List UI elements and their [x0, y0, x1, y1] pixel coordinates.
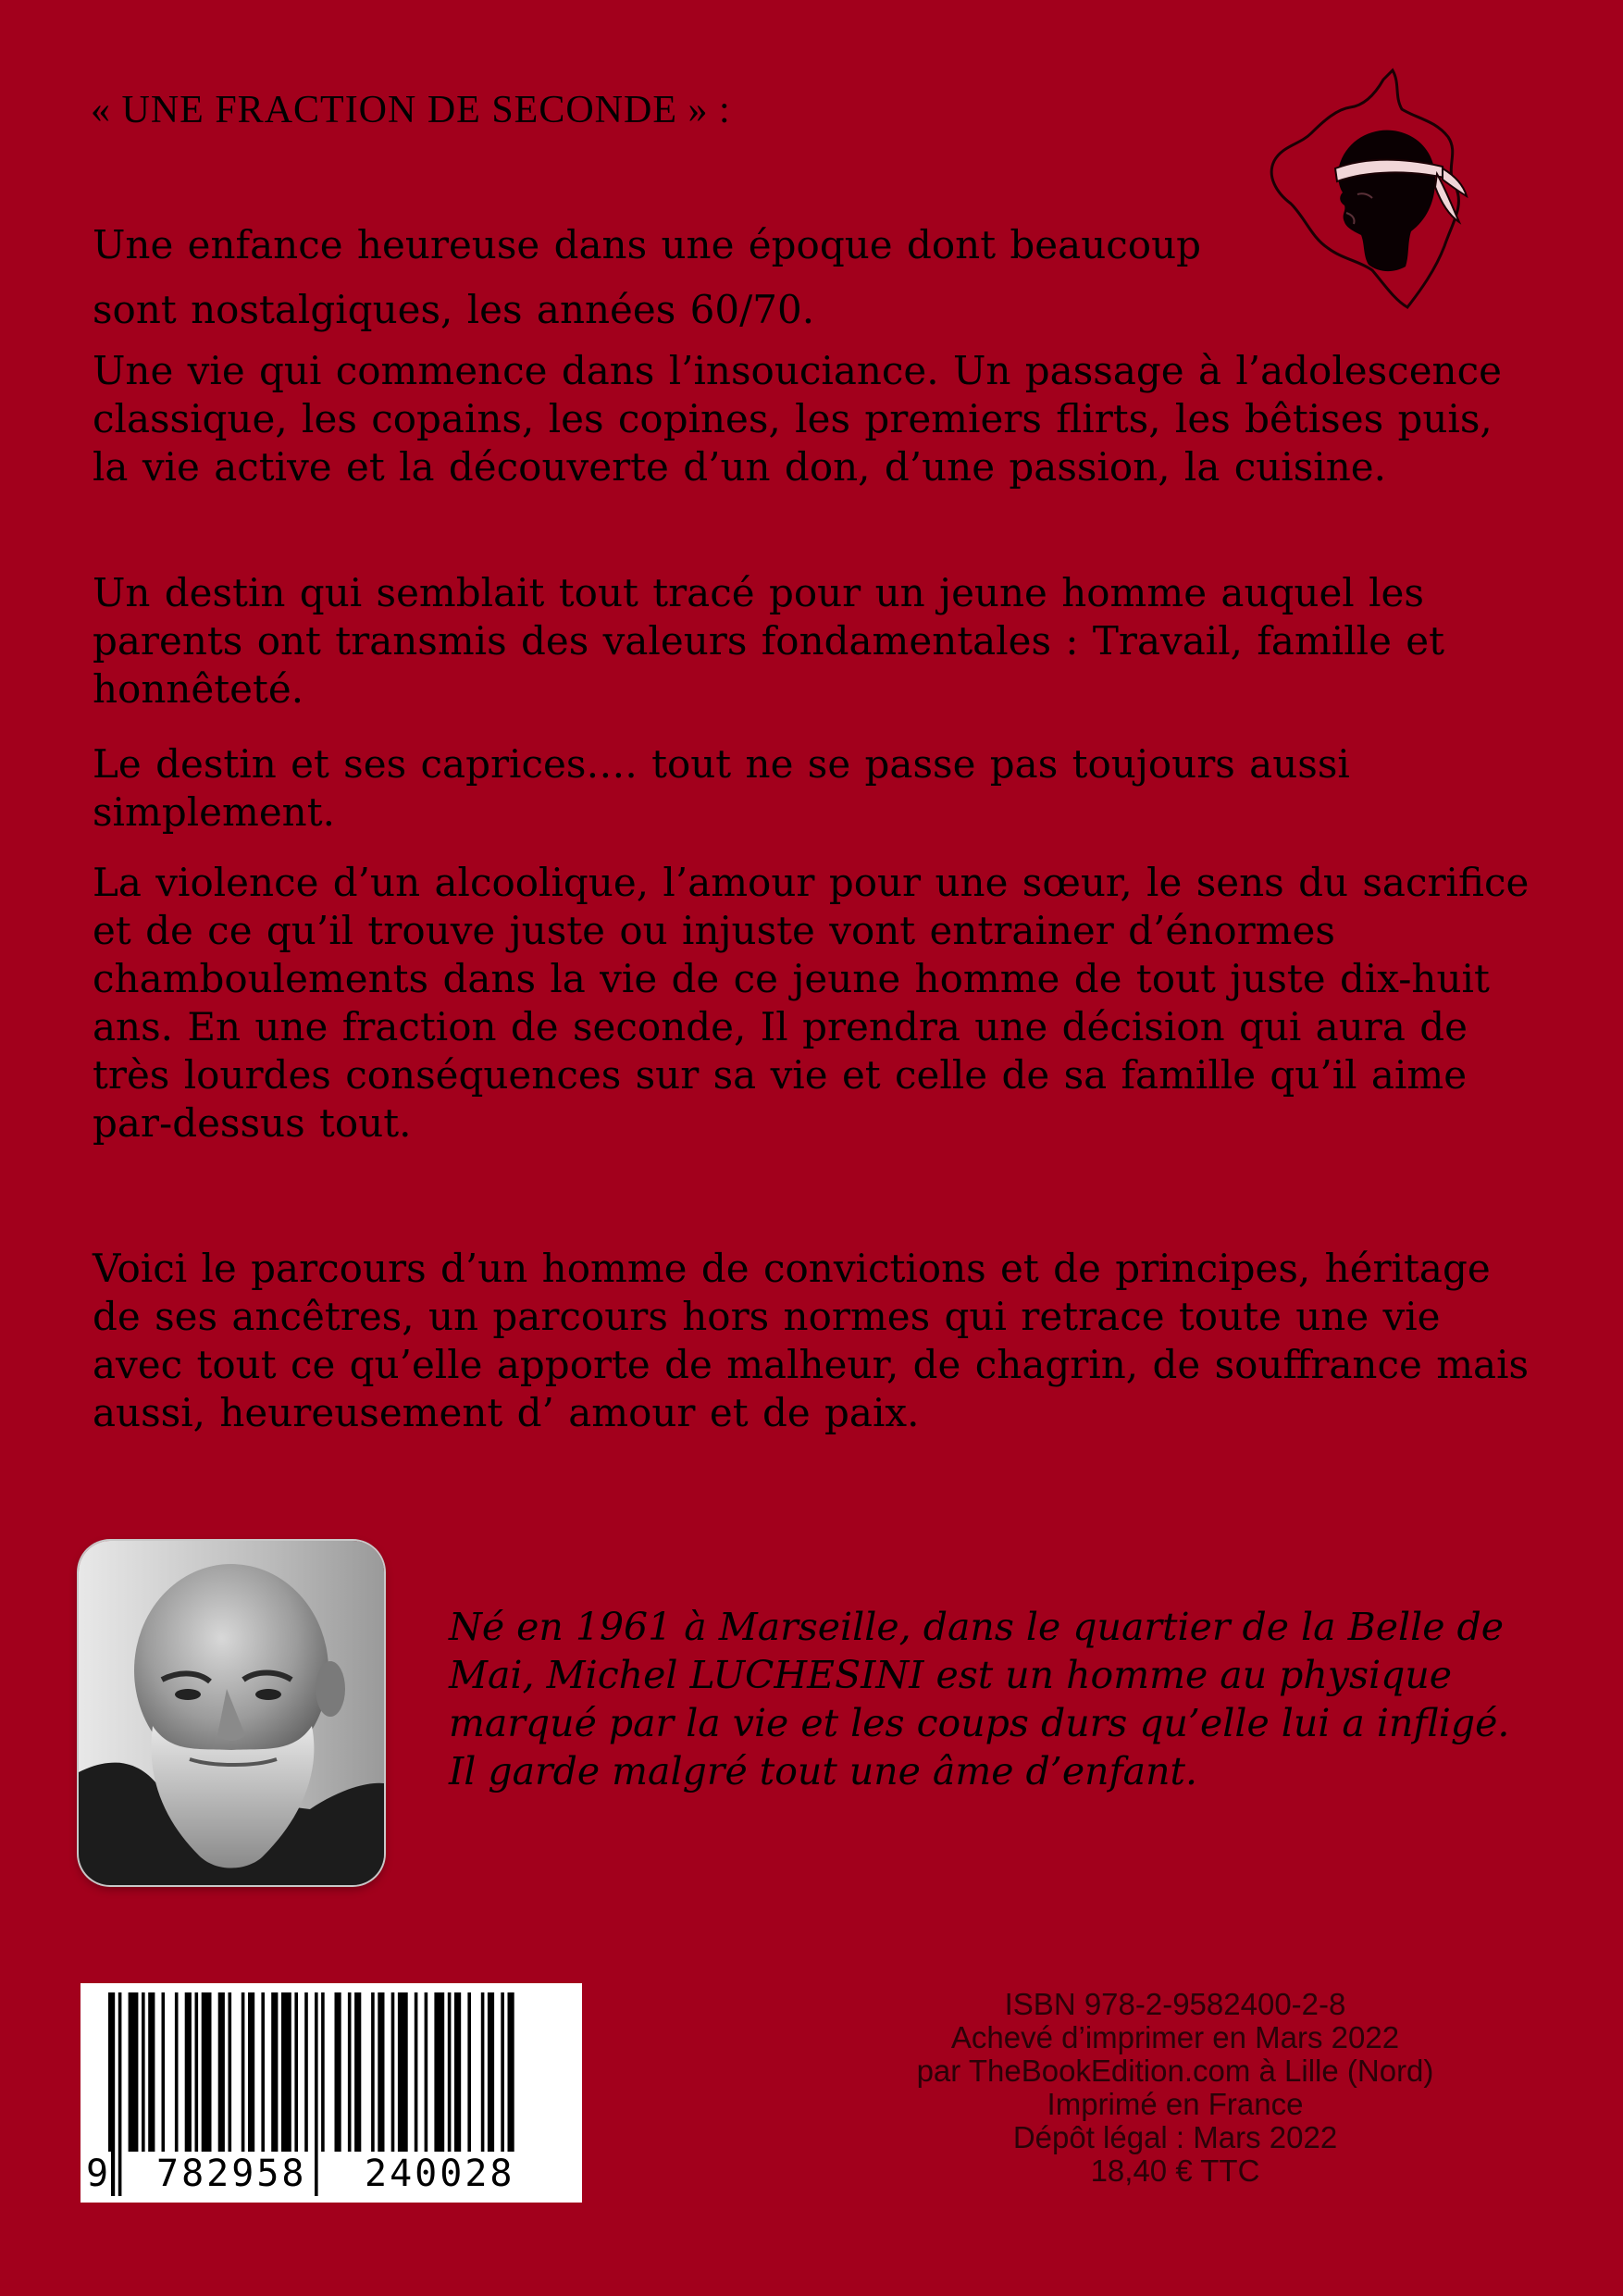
barcode-bar — [304, 1992, 308, 2152]
printer-line: par TheBookEdition.com à Lille (Nord) — [916, 2054, 1434, 2088]
author-bio: Né en 1961 à Marseille, dans le quartier de la Belle de Mai, Michel LUCHESINI est un homme au physique marqué par la vie et les coups durs qu’elle lui a infligé. Il garde malgré tout une âme d’enfant. — [449, 1605, 1510, 1793]
barcode-digits-right: 240028 — [365, 2153, 515, 2195]
barcode-bar — [294, 1992, 298, 2152]
barcode-bar — [148, 1992, 155, 2152]
barcode-bar — [261, 1992, 265, 2152]
print-date-line: Achevé d’imprimer en Mars 2022 — [950, 2020, 1400, 2054]
barcode-digits-left: 782958 — [156, 2153, 307, 2195]
barcode-bar — [315, 1992, 318, 2196]
print-country-line: Imprimé en France — [1047, 2087, 1304, 2121]
barcode-bar — [425, 1992, 428, 2152]
isbn-line: ISBN 978-2-9582400-2-8 — [1004, 1987, 1346, 2021]
barcode-bar — [218, 1992, 225, 2152]
barcode-bar — [195, 1992, 199, 2152]
barcode-bar — [271, 1992, 278, 2152]
barcode-bar — [242, 1992, 245, 2152]
author-portrait — [79, 1541, 384, 1885]
barcode-bar — [118, 1992, 122, 2196]
barcode-bar — [398, 1992, 408, 2152]
barcode-bar — [481, 1992, 485, 2152]
barcode-bar — [371, 1992, 375, 2152]
blurb-paragraph-3: Un destin qui semblait tout tracé pour un jeune homme auquel les parents ont transmis des valeurs fondamentales : Travail, famille et honnêteté. — [93, 570, 1445, 712]
barcode-bar — [202, 1992, 212, 2152]
barcode-bar — [454, 1992, 461, 2152]
price-line: 18,40 € TTC — [1090, 2153, 1260, 2188]
barcode-digit-first: 9 — [86, 2153, 112, 2195]
barcode-bar — [281, 1992, 291, 2152]
blurb-paragraph-6: Voici le parcours d’un homme de convictions et de principes, héritage de ses ancêtres, un parcours hors normes qui retrace toute une vie avec tout ce qu’elle apporte de malheur, de chagrin, de souffrance mais aussi, heureusement d’ amour et de paix. — [93, 1246, 1530, 1435]
legal-deposit-line: Dépôt légal : Mars 2022 — [1012, 2120, 1338, 2154]
blurb-paragraph-5: La violence d’un alcoolique, l’amour pour une sœur, le sens du sacrifice et de ce qu’il trouve juste ou injuste vont entrainer d’énormes chamboulements dans la vie de ce jeune homme de tout juste dix-huit ans. En une fraction de seconde, Il prendra une décision qui aura de très lourdes conséquences sur sa vie et celle de sa famille qu’il aime par-dessus tout. — [93, 860, 1530, 1146]
isbn-barcode — [81, 1983, 582, 2203]
barcode-bar — [501, 1992, 504, 2152]
barcode-bar — [162, 1992, 166, 2152]
colophon — [907, 1988, 1443, 2188]
barcode-bar — [467, 1992, 471, 2152]
barcode-bar — [229, 1992, 232, 2152]
barcode-bar — [434, 1992, 444, 2152]
barcode-bar — [142, 1992, 145, 2152]
barcode-bar — [354, 1992, 361, 2152]
barcode-bar — [488, 1992, 494, 2152]
barcode-bar — [185, 1992, 192, 2152]
blurb-paragraph-2: Une vie qui commence dans l’insouciance. Un passage à l’adolescence classique, les copains, les copines, les premiers flirts, les bêtises puis, la vie active et la découverte d’un don, d’une passion, la cuisine. — [93, 348, 1502, 490]
barcode-bar — [391, 1992, 395, 2152]
blurb-paragraph-1: Une enfance heureuse dans une époque dont beaucoup sont nostalgiques, les années 60/70. — [93, 222, 1201, 332]
corsican-moor-head-logo — [1254, 65, 1476, 315]
back-cover-title: « UNE FRACTION DE SECONDE » : — [91, 89, 731, 131]
barcode-bar — [378, 1992, 384, 2152]
barcode-bar — [335, 1992, 341, 2152]
barcode-bar — [175, 1992, 179, 2152]
blurb-paragraph-4: Le destin et ses caprices…. tout ne se passe pas toujours aussi simplement. — [93, 741, 1350, 835]
barcode-bar — [415, 1992, 418, 2152]
barcode-bar — [248, 1992, 254, 2152]
barcode-bar — [448, 1992, 452, 2152]
barcode-bar — [129, 1992, 139, 2152]
barcode-bar — [348, 1992, 352, 2152]
barcode-bar — [321, 1992, 325, 2152]
